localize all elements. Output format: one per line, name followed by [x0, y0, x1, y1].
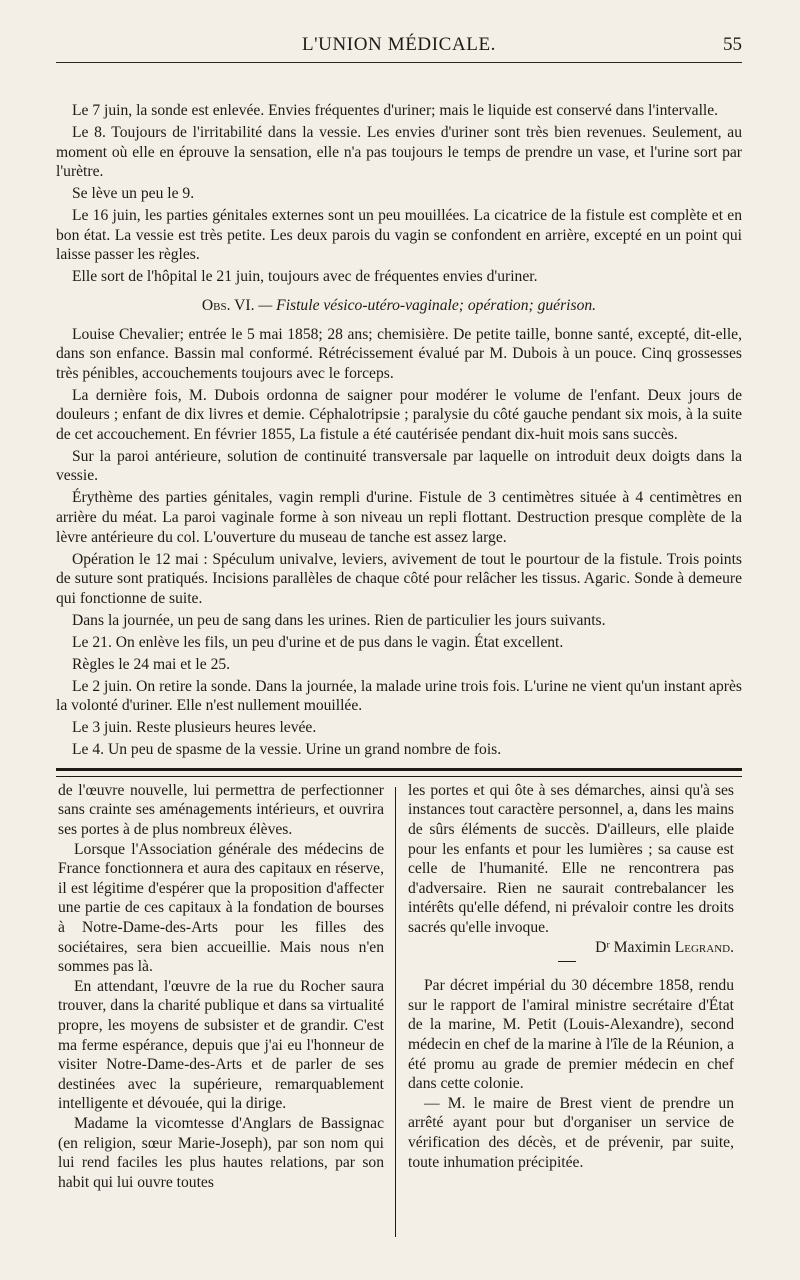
case-paragraph: Dans la journée, un peu de sang dans les urines. Rien de particulier les jours suivants. [72, 611, 606, 629]
newspaper-page [56, 26, 742, 1251]
author-signature [408, 938, 734, 958]
case-paragraph: Le 7 juin, la sonde est enlevée. Envies fréquentes d'uriner; mais le liquide est conservé dans l'intervalle. [72, 102, 719, 119]
case-paragraph: La dernière fois, M. Dubois ordonna de saigner pour modérer le volume de l'enfant. Deux jours de douleurs ; enfant de dix livres et demie. Céphalotripsie ; paralysie du côté gauche pendant six mois, à la suite de cet accouchement. En février 1855, La fistule a été cautérisée pendant dix-huit mois sans succès. [56, 386, 742, 443]
case-paragraph: Érythème des parties génitales, vagin rempli d'urine. Fistule de 3 centimètres située à 4 centimètres en arrière du méat. La paroi vaginale forme à son niveau un repli flottant. Destruction presque complète de la lèvre antérieure du col. L'ouverture du museau de tanche est assez large. [56, 489, 742, 546]
column-divider [395, 787, 396, 1237]
case-paragraph: Le 8. Toujours de l'irritabilité dans la vessie. Les envies d'uriner sont très bien revenues. Seulement, au moment où elle en éprouve la sensation, elle n'a pas toujours le temps de prendre un vase, et l'urine sort par l'urètre. [56, 123, 742, 181]
column-paragraph: les portes et qui ôte à ses démarches, ainsi qu'à ses instances tout caractère personnel, a, dans les mains de sûrs éléments de succès. D'ailleurs, elle plaide pour les enfants et pour les lumières ; sa cause est celle de l'humanité. Elle ne rencontrera pas d'adversaire. Rien ne saurait contrebalancer les intérêts qu'elle défend, ni prévaloir contre les droits sacrés qu'elle invoque. [408, 781, 734, 937]
case-paragraph: Sur la paroi antérieure, solution de continuité transversale par laquelle on introduit deux doigts dans la vessie. [56, 447, 742, 485]
news-paragraph: — M. le maire de Brest vient de prendre un arrêté ayant pour but d'organiser un service de vérification des décès, et de prévenir, par suite, toute inhumation précipitée. [408, 1094, 734, 1171]
case-paragraph: Le 21. On enlève les fils, un peu d'urine et de pus dans le vagin. État excellent. [72, 633, 564, 651]
case-paragraph: Le 4. Un peu de spasme de la vessie. Urine un grand nombre de fois. [72, 741, 502, 759]
signature-prefix: Dʳ Maximin [595, 938, 675, 956]
case-paragraph: Le 2 juin. On retire la sonde. Dans la journée, la malade urine trois fois. L'urine ne vient qu'un instant après la volonté d'uriner. Elle n'est nullement mouillée. [56, 677, 742, 715]
case-paragraph: Opération le 12 mai : Spéculum univalve, leviers, avivement de tout le pourtour de la fistule. Trois points de suture sont pratiqués. Incisions parallèles de chaque côté pour relâcher les tissus. Agaric. Sonde à demeure qui fonctionne de suite. [56, 550, 742, 607]
column-paragraph: Lorsque l'Association générale des médecins de France fonctionnera et aura des capitaux en réserve, il est légitime d'espérer que la proposition d'affecter une partie de ces capitaux à la fondation de bourses à Notre-Dame-des-Arts pour les filles des sociétaires, sera bien accueillie. Mais nous n'en sommes pas là. [58, 840, 384, 976]
column-paragraph: En attendant, l'œuvre de la rue du Rocher saura trouver, dans la charité publique et dans sa virtualité propre, les moyens de subsister et de grandir. C'est ma ferme espérance, depuis que j'ai eu l'honneur de visiter Notre-Dame-des-Arts et de parler de ses destinées avec la supérieure, remarquablement intelligente et dévouée, qui la dirige. [58, 977, 384, 1113]
case-paragraph: Le 16 juin, les parties génitales externes sont un peu mouillées. La cicatrice de la fistule est complète et en bon état. La vessie est très petite. Les deux parois du vagin se confondent en arrière, excepté en un point qui laisse passer les règles. [56, 207, 742, 264]
page-number: 55 [723, 34, 742, 55]
signature-name: Legrand. [674, 938, 734, 956]
double-rule-separator [56, 768, 742, 777]
case-paragraph: Règles le 24 mai et le 25. [72, 655, 231, 673]
observation-title: — Fistule vésico-utéro-vaginale; opération; guérison. [254, 296, 597, 314]
observation-label: Obs. VI. [201, 296, 255, 314]
news-paragraph: Par décret impérial du 30 décembre 1858, rendu sur le rapport de l'amiral ministre secrétaire d'État de la marine, M. Petit (Louis-Alexandre), second médecin en chef de la marine à l'île de la Réunion, a été promu au grade de premier médecin en chef dans cette colonie. [408, 977, 734, 1093]
journal-title: L'UNION MÉDICALE. [301, 34, 497, 55]
column-paragraph: de l'œuvre nouvelle, lui permettra de perfectionner sans crainte ses aménagements intérieurs, et ouvrira ses portes à de plus nombreux élèves. [58, 781, 384, 839]
case-paragraph: Se lève un peu le 9. [72, 185, 195, 203]
left-column [58, 781, 384, 1192]
case-paragraph: Elle sort de l'hôpital le 21 juin, toujours avec de fréquentes envies d'uriner. [72, 268, 538, 286]
case-paragraph: Louise Chevalier; entrée le 5 mai 1858; 28 ans; chemisière. De petite taille, bonne santé, excepté, dit-elle, dans son enfance. Bassin mal conformé. Rétrécissement évalué par M. Dubois à un pouce. Cinq grossesses très pénibles, accouchements toujours avec le forceps. [56, 325, 742, 382]
short-rule [558, 961, 576, 962]
case-paragraph: Le 3 juin. Reste plusieurs heures levée. [72, 719, 317, 737]
observation-heading [56, 296, 742, 316]
right-column [408, 781, 734, 1172]
case-report-section [56, 63, 742, 760]
running-header [56, 26, 742, 63]
column-paragraph: Madame la vicomtesse d'Anglars de Bassignac (en religion, sœur Marie-Joseph), par son nom qui lui rend faciles les plus hautes relations, par son habit qui lui ouvre toutes [58, 1114, 384, 1191]
feuilleton-columns [56, 781, 742, 1251]
